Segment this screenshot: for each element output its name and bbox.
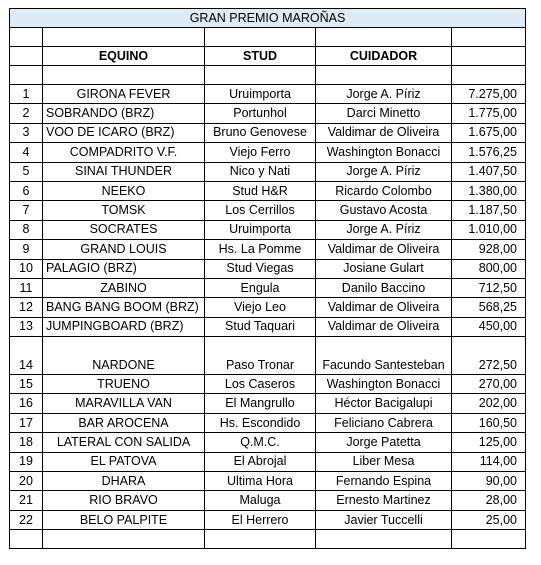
- blank-row: [10, 530, 526, 549]
- amount-cell: 1.380,00: [452, 181, 526, 200]
- row-number: 4: [10, 143, 43, 162]
- equino-cell: PALAGIO (BRZ): [43, 259, 205, 278]
- stud-cell: Stud Taquari: [205, 317, 316, 336]
- table-row: [10, 433, 526, 452]
- equino-cell: BAR AROCENA: [43, 413, 205, 432]
- header-cuidador: CUIDADOR: [316, 47, 452, 66]
- cuidador-cell: Gustavo Acosta: [316, 201, 452, 220]
- stud-cell: Uruimporta: [205, 85, 316, 104]
- stud-cell: Los Caseros: [205, 375, 316, 394]
- amount-cell: 160,50: [452, 413, 526, 432]
- amount-cell: 7.275,00: [452, 85, 526, 104]
- table-row: [10, 181, 526, 200]
- equino-cell: SOBRANDO (BRZ): [43, 104, 205, 123]
- row-number: 14: [10, 337, 43, 375]
- amount-cell: 272,50: [452, 337, 526, 375]
- amount-cell: 114,00: [452, 452, 526, 471]
- header-amount: [452, 47, 526, 66]
- stud-cell: Stud H&R: [205, 181, 316, 200]
- equino-cell: GRAND LOUIS: [43, 240, 205, 259]
- cuidador-cell: Jorge A. Píriz: [316, 220, 452, 239]
- amount-cell: 450,00: [452, 317, 526, 336]
- cuidador-cell: Fernando Espina: [316, 472, 452, 491]
- table-row: [10, 278, 526, 297]
- equino-cell: NARDONE: [43, 337, 205, 375]
- table-row: [10, 259, 526, 278]
- stud-cell: Hs. Escondido: [205, 413, 316, 432]
- row-number: 15: [10, 375, 43, 394]
- amount-cell: 1.675,00: [452, 123, 526, 142]
- equino-cell: TOMSK: [43, 201, 205, 220]
- stud-cell: Viejo Ferro: [205, 143, 316, 162]
- row-number: 16: [10, 394, 43, 413]
- cuidador-cell: Jorge A. Píriz: [316, 162, 452, 181]
- stud-cell: Hs. La Pomme: [205, 240, 316, 259]
- table-row: [10, 162, 526, 181]
- blank-row: [10, 28, 526, 47]
- cuidador-cell: Valdimar de Oliveira: [316, 317, 452, 336]
- table-row: [10, 317, 526, 336]
- cuidador-cell: Facundo Santesteban: [316, 337, 452, 375]
- table-row: [10, 298, 526, 317]
- cuidador-cell: Washington Bonacci: [316, 143, 452, 162]
- row-number: 11: [10, 278, 43, 297]
- equino-cell: GIRONA FEVER: [43, 85, 205, 104]
- cuidador-cell: Danilo Baccino: [316, 278, 452, 297]
- equino-cell: COMPADRITO V.F.: [43, 143, 205, 162]
- equino-cell: VOO DE ICARO (BRZ): [43, 123, 205, 142]
- equino-cell: NEEKO: [43, 181, 205, 200]
- equino-cell: EL PATOVA: [43, 452, 205, 471]
- row-number: 8: [10, 220, 43, 239]
- amount-cell: 928,00: [452, 240, 526, 259]
- header-num: [10, 47, 43, 66]
- amount-cell: 712,50: [452, 278, 526, 297]
- row-number: 3: [10, 123, 43, 142]
- cuidador-cell: Feliciano Cabrera: [316, 413, 452, 432]
- cuidador-cell: Valdimar de Oliveira: [316, 298, 452, 317]
- amount-cell: 800,00: [452, 259, 526, 278]
- amount-cell: 1.187,50: [452, 201, 526, 220]
- table-row: [10, 394, 526, 413]
- cuidador-cell: Jorge Patetta: [316, 433, 452, 452]
- table-row: [10, 491, 526, 510]
- table-row: [10, 85, 526, 104]
- header-stud: STUD: [205, 47, 316, 66]
- stud-cell: Portunhol: [205, 104, 316, 123]
- equino-cell: ZABINO: [43, 278, 205, 297]
- stud-cell: Engula: [205, 278, 316, 297]
- stud-cell: Nico y Nati: [205, 162, 316, 181]
- equino-cell: DHARA: [43, 472, 205, 491]
- equino-cell: SOCRATES: [43, 220, 205, 239]
- amount-cell: 1.407,50: [452, 162, 526, 181]
- stud-cell: Ultima Hora: [205, 472, 316, 491]
- table-row: [10, 123, 526, 142]
- sheet-title: GRAN PREMIO MAROÑAS: [10, 9, 526, 28]
- row-number: 7: [10, 201, 43, 220]
- table-row: [10, 104, 526, 123]
- blank-row: [10, 66, 526, 85]
- amount-cell: 1.775,00: [452, 104, 526, 123]
- row-number: 19: [10, 452, 43, 471]
- table-row: [10, 375, 526, 394]
- equino-cell: MARAVILLA VAN: [43, 394, 205, 413]
- row-number: 6: [10, 181, 43, 200]
- row-number: 20: [10, 472, 43, 491]
- row-number: 10: [10, 259, 43, 278]
- table-row: [10, 510, 526, 529]
- cuidador-cell: Ricardo Colombo: [316, 181, 452, 200]
- amount-cell: 25,00: [452, 510, 526, 529]
- row-number: 2: [10, 104, 43, 123]
- stud-cell: Uruimporta: [205, 220, 316, 239]
- row-number: 17: [10, 413, 43, 432]
- cuidador-cell: Valdimar de Oliveira: [316, 240, 452, 259]
- equino-cell: TRUENO: [43, 375, 205, 394]
- cuidador-cell: Liber Mesa: [316, 452, 452, 471]
- title-row: [10, 9, 526, 28]
- row-number: 18: [10, 433, 43, 452]
- row-number: 21: [10, 491, 43, 510]
- row-number: 13: [10, 317, 43, 336]
- cuidador-cell: Jorge A. Píriz: [316, 85, 452, 104]
- amount-cell: 1.576,25: [452, 143, 526, 162]
- cuidador-cell: Darci Minetto: [316, 104, 452, 123]
- table-row: [10, 143, 526, 162]
- stud-cell: El Mangrullo: [205, 394, 316, 413]
- stud-cell: Viejo Leo: [205, 298, 316, 317]
- table-row: [10, 452, 526, 471]
- equino-cell: BELO PALPITE: [43, 510, 205, 529]
- equino-cell: LATERAL CON SALIDA: [43, 433, 205, 452]
- amount-cell: 202,00: [452, 394, 526, 413]
- row-number: 1: [10, 85, 43, 104]
- amount-cell: 90,00: [452, 472, 526, 491]
- row-number: 12: [10, 298, 43, 317]
- amount-cell: 125,00: [452, 433, 526, 452]
- cuidador-cell: Josiane Gulart: [316, 259, 452, 278]
- stud-cell: Los Cerrillos: [205, 201, 316, 220]
- stud-cell: Stud Viegas: [205, 259, 316, 278]
- stud-cell: Q.M.C.: [205, 433, 316, 452]
- table-row: [10, 201, 526, 220]
- header-row: [10, 47, 526, 66]
- amount-cell: 270,00: [452, 375, 526, 394]
- cuidador-cell: Washington Bonacci: [316, 375, 452, 394]
- equino-cell: BANG BANG BOOM (BRZ): [43, 298, 205, 317]
- stud-cell: El Abrojal: [205, 452, 316, 471]
- cuidador-cell: Héctor Bacigalupi: [316, 394, 452, 413]
- stud-cell: El Herrero: [205, 510, 316, 529]
- equino-cell: SINAI THUNDER: [43, 162, 205, 181]
- table-row: [10, 240, 526, 259]
- amount-cell: 28,00: [452, 491, 526, 510]
- table-row: [10, 220, 526, 239]
- table-row: [10, 337, 526, 375]
- stud-cell: Bruno Genovese: [205, 123, 316, 142]
- equino-cell: RIO BRAVO: [43, 491, 205, 510]
- equino-cell: JUMPINGBOARD (BRZ): [43, 317, 205, 336]
- stud-cell: Paso Tronar: [205, 337, 316, 375]
- cuidador-cell: Valdimar de Oliveira: [316, 123, 452, 142]
- amount-cell: 568,25: [452, 298, 526, 317]
- cuidador-cell: Ernesto Martinez: [316, 491, 452, 510]
- stud-cell: Maluga: [205, 491, 316, 510]
- amount-cell: 1.010,00: [452, 220, 526, 239]
- row-number: 22: [10, 510, 43, 529]
- header-equino: EQUINO: [43, 47, 205, 66]
- results-table: [9, 8, 526, 549]
- cuidador-cell: Javier Tuccelli: [316, 510, 452, 529]
- table-row: [10, 472, 526, 491]
- row-number: 9: [10, 240, 43, 259]
- row-number: 5: [10, 162, 43, 181]
- table-row: [10, 413, 526, 432]
